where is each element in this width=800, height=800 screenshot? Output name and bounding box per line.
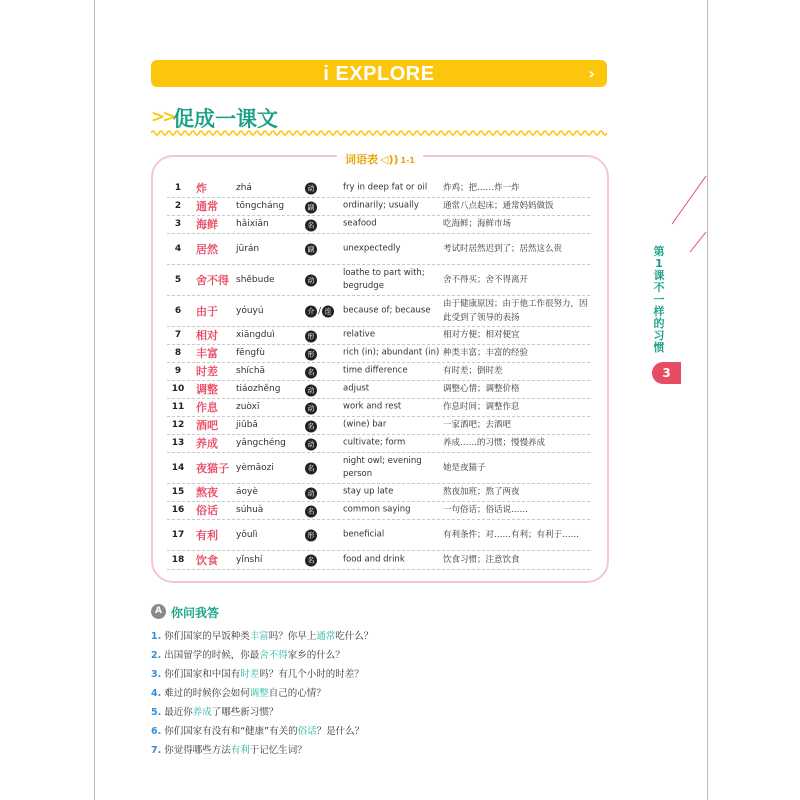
vocab-row: [167, 452, 590, 484]
vocab-english: adjust: [343, 383, 370, 394]
vocab-hanzi: 由于: [196, 304, 218, 318]
vocab-part-of-speech: [305, 525, 317, 544]
question-text: 你们国家的早饭种类: [164, 631, 250, 642]
pos-badge: 连: [322, 306, 334, 318]
vocabulary-header-label: 词语表: [345, 153, 379, 166]
vocab-example: 调整心情；调整价格: [443, 384, 520, 394]
vocab-part-of-speech: [305, 434, 317, 453]
question-keyword: 俗话: [297, 726, 317, 737]
vocab-part-of-speech: [305, 398, 317, 417]
vocab-part-of-speech: [305, 550, 317, 569]
pos-badge: 介: [305, 306, 317, 318]
vocab-pinyin: shěbude: [236, 274, 275, 285]
question-text: 你们国家和中国有: [164, 669, 241, 680]
question-text: 出国留学的时候，你最: [164, 650, 260, 661]
vocab-example: 饮食习惯；注意饮食: [443, 554, 520, 565]
double-chevron-icon: >>: [151, 107, 174, 127]
vocab-pinyin: yóuyú: [236, 305, 264, 316]
question-item: [151, 723, 364, 737]
vocab-part-of-speech: [305, 301, 334, 320]
question-item: [151, 742, 307, 756]
question-text: 于记忆生词？: [249, 745, 307, 756]
vocab-english: ordinarily; usually: [343, 200, 419, 211]
textbook-page: [94, 0, 708, 800]
vocab-row: [167, 295, 590, 327]
vocab-example: 由于健康原因；由于他工作很努力，因此受到了领导的表扬: [443, 298, 588, 323]
vocab-row: [167, 215, 590, 234]
vocab-part-of-speech: [305, 362, 317, 381]
vocab-english: seafood: [343, 218, 377, 229]
vocab-part-of-speech: [305, 483, 317, 502]
pos-badge: 动: [305, 438, 317, 450]
vocab-number: 3: [174, 219, 182, 229]
question-text: 吃什么？: [335, 631, 374, 642]
question-number: 4.: [151, 688, 162, 699]
vocab-part-of-speech: [305, 178, 317, 197]
audio-track-number: 1-1: [400, 156, 415, 165]
question-text: 吗？有几个小时的时差？: [259, 669, 364, 680]
vocab-english: beneficial: [343, 529, 385, 539]
vocab-example: 舍不得买；舍不得离开: [443, 274, 529, 285]
vocab-row: [167, 398, 590, 417]
pos-badge: 形: [305, 330, 317, 342]
vocab-hanzi: 熬夜: [196, 486, 218, 499]
qa-title: 你问我答: [171, 606, 220, 620]
question-item: [151, 647, 345, 661]
vocab-hanzi: 酒吧: [196, 419, 218, 432]
vocab-english: relative: [343, 329, 376, 340]
question-text: 最近你: [164, 707, 193, 718]
vocab-hanzi: 炸: [196, 181, 207, 195]
explore-banner: [151, 60, 607, 87]
question-item: [151, 666, 364, 680]
question-keyword: 养成: [192, 707, 212, 718]
pos-badge: 副: [305, 244, 317, 256]
vocab-example: 种类丰富；丰富的经验: [443, 348, 529, 358]
vocab-english: food and drink: [343, 554, 405, 564]
question-text: 家乡的什么？: [287, 650, 345, 661]
pos-badge: 名: [305, 366, 317, 378]
question-text: 吗？你早上: [268, 631, 317, 642]
vocab-pinyin: yèmāozi: [236, 462, 274, 473]
banner-title: i EXPLORE: [323, 63, 435, 85]
vocab-number: 16: [171, 505, 185, 515]
vocab-example: 炸鸡；把……炸一炸: [443, 182, 520, 193]
page-number-badge: 3: [652, 362, 681, 384]
vocab-english: stay up late: [343, 486, 394, 497]
vocab-pinyin: shíchā: [236, 366, 266, 376]
vocab-english: cultivate; form: [343, 437, 406, 448]
vocab-pinyin: jiǔbā: [236, 420, 258, 430]
question-keyword: 有利: [230, 745, 250, 756]
question-keyword: 调整: [249, 688, 269, 699]
vocab-part-of-speech: [305, 215, 317, 234]
vocab-row: [167, 344, 590, 363]
pos-badge: 动: [305, 384, 317, 396]
qa-badge: A: [151, 604, 166, 619]
question-text: 你们国家有没有和“健康”有关的: [164, 726, 298, 737]
question-number: 5.: [151, 707, 162, 718]
vocab-row: [167, 362, 590, 381]
question-number: 6.: [151, 726, 162, 737]
vocab-part-of-speech: [305, 344, 317, 363]
vocab-hanzi: 居然: [196, 242, 218, 256]
lesson-side-label: 第1课 不一样的习惯: [653, 245, 665, 354]
vocab-number: 2: [174, 201, 182, 211]
vocab-example: 一家酒吧；去酒吧: [443, 420, 512, 430]
vocab-part-of-speech: [305, 416, 317, 435]
vocab-number: 17: [171, 529, 185, 540]
vocab-number: 10: [171, 384, 185, 394]
vocab-number: 14: [171, 462, 185, 473]
vocab-hanzi: 丰富: [196, 347, 218, 360]
question-number: 3.: [151, 669, 162, 680]
vocab-number: 1: [174, 182, 182, 193]
vocab-part-of-speech: [305, 270, 317, 289]
vocab-pinyin: áoyè: [236, 487, 258, 497]
question-item: [151, 704, 278, 718]
pos-badge: 动: [305, 402, 317, 414]
vocab-english: common saying: [343, 504, 411, 515]
pos-badge: 形: [305, 530, 317, 542]
pos-separator: /: [318, 306, 322, 317]
vocab-example: 一句俗话；俗话说……: [443, 505, 529, 515]
question-item: [151, 628, 373, 642]
vocab-number: 5: [174, 274, 182, 285]
vocab-number: 8: [174, 348, 182, 358]
pos-badge: 动: [305, 275, 317, 287]
vocab-english: work and rest: [343, 401, 402, 412]
vocab-example: 有时差；倒时差: [443, 366, 503, 376]
pos-badge: 形: [305, 348, 317, 360]
chevron-right-icon: ›: [588, 64, 595, 83]
vocab-hanzi: 通常: [196, 200, 218, 213]
vocab-pinyin: fēngfù: [236, 348, 265, 358]
vocab-hanzi: 作息: [196, 401, 218, 414]
section-title: 促成一课文: [173, 107, 278, 131]
vocab-english: loathe to part with; begrudge: [343, 267, 425, 291]
vocab-pinyin: súhuà: [236, 505, 264, 515]
wavy-divider: [151, 128, 607, 138]
vocab-number: 9: [174, 366, 182, 376]
vocab-pinyin: yǎngchéng: [236, 438, 286, 448]
question-number: 2.: [151, 650, 162, 661]
vocab-row: [167, 434, 590, 453]
vocab-hanzi: 夜猫子: [196, 461, 229, 475]
vocab-pinyin: yǐnshí: [236, 554, 263, 565]
pos-badge: 动: [305, 183, 317, 195]
vocab-number: 18: [171, 554, 185, 565]
question-number: 7.: [151, 745, 162, 756]
vocab-english: rich (in); abundant (in): [343, 347, 440, 358]
vocab-part-of-speech: [305, 501, 317, 520]
vocab-english: fry in deep fat or oil: [343, 182, 428, 192]
vocab-number: 15: [171, 487, 185, 497]
vocab-row: [167, 233, 590, 265]
vocab-part-of-speech: [305, 197, 317, 216]
vocab-pinyin: zhá: [236, 182, 252, 193]
vocab-example: 通常八点起床；通常妈妈做饭: [443, 201, 554, 211]
vocab-number: 13: [171, 438, 185, 448]
vocab-example: 熬夜加班；熬了两夜: [443, 487, 520, 497]
question-text: 难过的时候你会如何: [164, 688, 250, 699]
vocab-hanzi: 海鲜: [196, 218, 218, 231]
vocab-english: because of; because: [343, 305, 431, 315]
pos-badge: 名: [305, 463, 317, 475]
vocab-row: [167, 519, 590, 551]
vocab-row: [167, 380, 590, 399]
vocab-number: 11: [171, 402, 185, 412]
vocab-pinyin: yǒulì: [236, 529, 258, 540]
vocab-example: 作息时间；调整作息: [443, 402, 520, 412]
question-item: [151, 685, 326, 699]
vocab-part-of-speech: [305, 380, 317, 399]
vocab-example: 考试时居然迟到了；居然这么贵: [443, 243, 563, 254]
vocab-number: 6: [174, 305, 182, 316]
vocab-pinyin: jūrán: [236, 243, 260, 254]
vocab-row: [167, 550, 590, 570]
vocab-hanzi: 饮食: [196, 553, 218, 567]
vocab-example: 养成……的习惯；慢慢养成: [443, 438, 546, 448]
vocab-number: 7: [174, 330, 182, 340]
vocab-part-of-speech: [305, 239, 317, 258]
vocab-row: [167, 264, 590, 296]
vocabulary-header: [337, 151, 423, 167]
vocab-row: [167, 483, 590, 502]
vocab-hanzi: 舍不得: [196, 273, 229, 287]
vocab-row: [167, 197, 590, 216]
question-keyword: 舍不得: [259, 650, 288, 661]
vocab-hanzi: 相对: [196, 329, 218, 342]
vocab-english: night owl; evening person: [343, 455, 422, 479]
vocab-number: 12: [171, 420, 185, 430]
question-keyword: 通常: [316, 631, 336, 642]
vocab-hanzi: 俗话: [196, 504, 218, 517]
question-text: 你觉得哪些方法: [164, 745, 231, 756]
question-text: 了哪些新习惯？: [211, 707, 279, 718]
vocab-hanzi: 时差: [196, 365, 218, 378]
vocab-part-of-speech: [305, 326, 317, 345]
vocab-row: [167, 416, 590, 435]
vocab-row: [167, 501, 590, 520]
question-number: 1.: [151, 631, 162, 642]
vocab-hanzi: 调整: [196, 383, 218, 396]
vocab-pinyin: tiáozhěng: [236, 384, 281, 394]
speaker-icon[interactable]: ◁)): [380, 153, 399, 166]
pos-badge: 副: [305, 201, 317, 213]
question-keyword: 时差: [240, 669, 260, 680]
pos-badge: 动: [305, 487, 317, 499]
pos-badge: 名: [305, 505, 317, 517]
vocab-row: [167, 178, 590, 198]
vocab-pinyin: hǎixiān: [236, 219, 269, 229]
vocab-part-of-speech: [305, 458, 317, 477]
vocab-number: 4: [174, 243, 182, 254]
question-text: 自己的心情？: [268, 688, 326, 699]
vocab-example: 有利条件；对……有利；有利于……: [443, 529, 580, 540]
vocab-example: 她是夜猫子: [443, 462, 486, 473]
vocab-english: (wine) bar: [343, 419, 387, 430]
vocab-pinyin: xiāngduì: [236, 330, 275, 340]
vocab-english: time difference: [343, 365, 408, 376]
pos-badge: 名: [305, 219, 317, 231]
vocab-english: unexpectedly: [343, 243, 401, 253]
vocab-row: [167, 326, 590, 345]
vocab-pinyin: zuòxī: [236, 402, 260, 412]
vocab-hanzi: 有利: [196, 528, 218, 542]
pos-badge: 名: [305, 555, 317, 567]
vocab-pinyin: tōngcháng: [236, 201, 285, 211]
pos-badge: 名: [305, 420, 317, 432]
question-text: ？是什么？: [316, 726, 365, 737]
question-keyword: 丰富: [249, 631, 269, 642]
vocab-example: 吃海鲜；海鲜市场: [443, 219, 512, 229]
vocab-hanzi: 养成: [196, 437, 218, 450]
vocabulary-box: [151, 155, 609, 583]
vocab-example: 相对方便；相对便宜: [443, 330, 520, 340]
